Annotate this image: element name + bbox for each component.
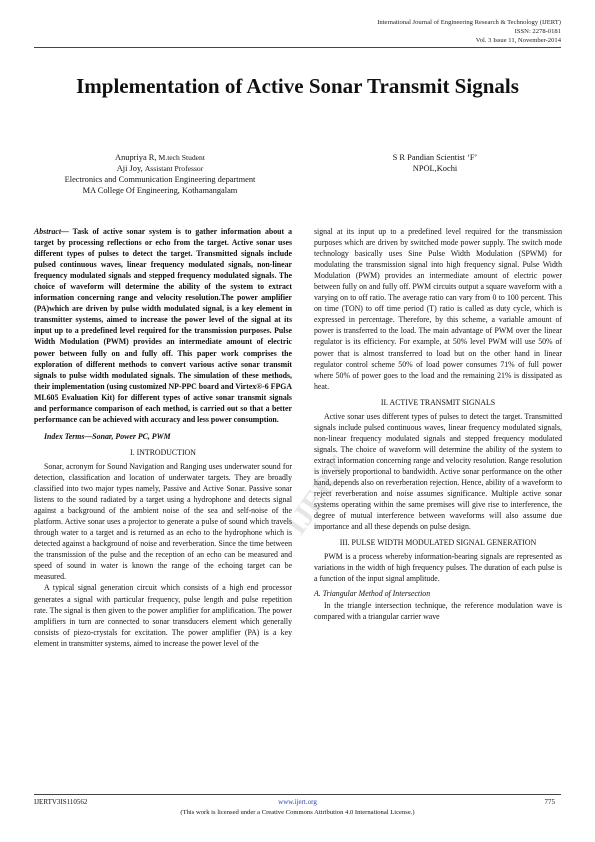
journal-link[interactable]: www.ijert.org [278,798,317,806]
journal-name: International Journal of Engineering Research & Technology (IJERT) [377,19,561,26]
author-1: Anupriya R, M.tech Student [115,153,205,162]
section-heading-pwm: III. PULSE WIDTH MODULATED SIGNAL GENERATION [339,538,537,548]
transmit-paragraph: Active sonar uses different types of pulses to detect the target. Transmitted signals include pulsed continuous waves, linear frequency modulated signals, non-linear frequency modulated signals and stepped frequency modulated signals. The choice of waveform will determine the ability of the system to extract information concerning range and velocity resolution. Range resolution is inversely proportional to bandwidth. Active sonar performance on the other hand, depends also on reverberation rejection. Hence, ability of a waveform to reject reverberation and noise assumes significance. Multiple active sonar systems operating within the same premises will give rise to interference, the degree of mutual interference between waveforms will also assume due importance and all these depends on pulse design. [314,411,562,532]
authors-block-left [40,152,280,196]
page-number: 775 [544,798,555,806]
section-heading-active-transmit: II. ACTIVE TRANSMIT SIGNALS [380,397,496,407]
header-rule [34,47,561,48]
intro-paragraph-1: Sonar, acronym for Sound Navigation and Ranging uses underwater sound for detection, classification and location of underwater targets. They are broadly classified into two major types namely, Passive and Active Sonar. Passive sonar listens to the sound radiated by a target using a hydrophone and detects signal against a background of the ambient noise of the sea and self-noise of the platform. Active sonar uses a projector to generate a pulse of sound which travels through water to a target and is returned as an echo to the hydrophone which is detected against a background of noise and reverberation. Since the time between the transmission of the pulse and the reception of an echo can be measured and speed of sound in water is known the range of the echoing target can be measured. [34,461,292,582]
section-heading-introduction: I. INTRODUCTION [130,447,196,457]
abstract: Abstract— Task of active sonar system is to gather information about a target by processing reflections or echo from the target. Active sonar uses different types of pulses to detect the target. Transmitted signals include pulsed continuous waves, linear frequency modulated signals, non-linear frequency modulated signals and stepped frequency modulated signals. The choice of waveform will determine the ability of the system to extract information concerning range and velocity resolution.The power amplifier (PA)which are driven by pulse width modulated signal, is a key element in transmitter systems, aimed to increase the power level of the signal at its input up to a predefined level required for the transmission purposes. Pulse Width Modulation (PWM) provides an intermediate amount of electric power between fully on and fully off. This paper work comprises the exploration of different methods to convert various active sonar transmit signals to pulse width modulated signals. The simulation of these methods, their implementation (using customized NP-PPC board and Virtex®-6 FPGA ML605 Evaluation Kit) for different types of active sonar transmit signals and performance comparison of each method, is carried out so that a better performance can be achieved with accuracy and less power consumption. [34,227,293,424]
journal-header [377,18,561,46]
affiliation-college: MA College Of Engineering, Kothamangalam [82,186,238,195]
author-2: Aji Joy, Assistant Professor [116,164,204,173]
authors-block-right [330,152,540,174]
watermark-text: IJERT [279,450,357,541]
author-3: S R Pandian Scientist ‘F’ [392,153,478,162]
triangular-paragraph: In the triangle intersection technique, the reference modulation wave is compared with a triangular carrier wave [314,600,562,621]
volume-issue: Vol. 3 Issue 11, November-2014 [475,37,561,45]
affiliation-dept: Electronics and Communication Engineering department [64,175,256,184]
license-notice: (This work is licensed under a Creative Commons Attribution 4.0 International License.) [180,809,415,816]
intro-paragraph-continued: signal at its input up to a predefined level required for the transmission purposes which are driven by switched mode power supply. The switch mode technology basically uses Sine Pulse Width Modulation (SPWM) for modulating the transmission signal into high frequency signal. Pulse Width Modulation (PWM) provides an intermediate amount of electric power between fully on and fully off. PWM circuits output a square waveform with a varying on to off ratio. The average ratio can vary from 0 to 100 percent. This on time (TON) to off time period (T) ratio is called as duty cycle, which is expressed in percentage. Therefore, by this scheme, a variable amount of power is transferred to the load. The main advantage of PWM over the linear regulator is its efficiency. For example, at 50% level PWM will use 50% of power that is almost transferred to load but on the other hand in linear regulator control scheme 50% of load power consumes 71% of full power where 50% of power goes to the load and the remaining 21% is dissipated as heat. [314,227,562,391]
pwm-paragraph: PWM is a process whereby information-bearing signals are represented as variations in the width of high frequency pulses. The duration of each pulse is a function of the input signal amplitude. [314,552,562,584]
intro-paragraph-2: A typical signal generation circuit which consists of a high end processor generates a signal with particular frequency, pulse length and pulse repetition rate. The signal is then given to the power amplifier for amplification. The power amplifiers in turn are connected to sonar transducers element which generally consists of piezo-crystals for excitation. The power amplifier (PA) is a key element in transmitter systems, aimed to increase the power level of the [34,583,292,648]
right-column [314,226,562,622]
issn: ISSN: 2278-0181 [514,28,561,36]
left-column [34,226,292,649]
paper-title: Implementation of Active Sonar Transmit Signals [76,74,519,98]
index-terms: Index Terms—Sonar, Power PC, PWM [44,431,171,441]
paper-id: IJERTV3IS110562 [34,798,88,806]
subsection-heading-triangular: A. Triangular Method of Intersection [314,589,431,599]
footer-rule [34,794,561,795]
affiliation-npol: NPOL,Kochi [412,164,458,173]
